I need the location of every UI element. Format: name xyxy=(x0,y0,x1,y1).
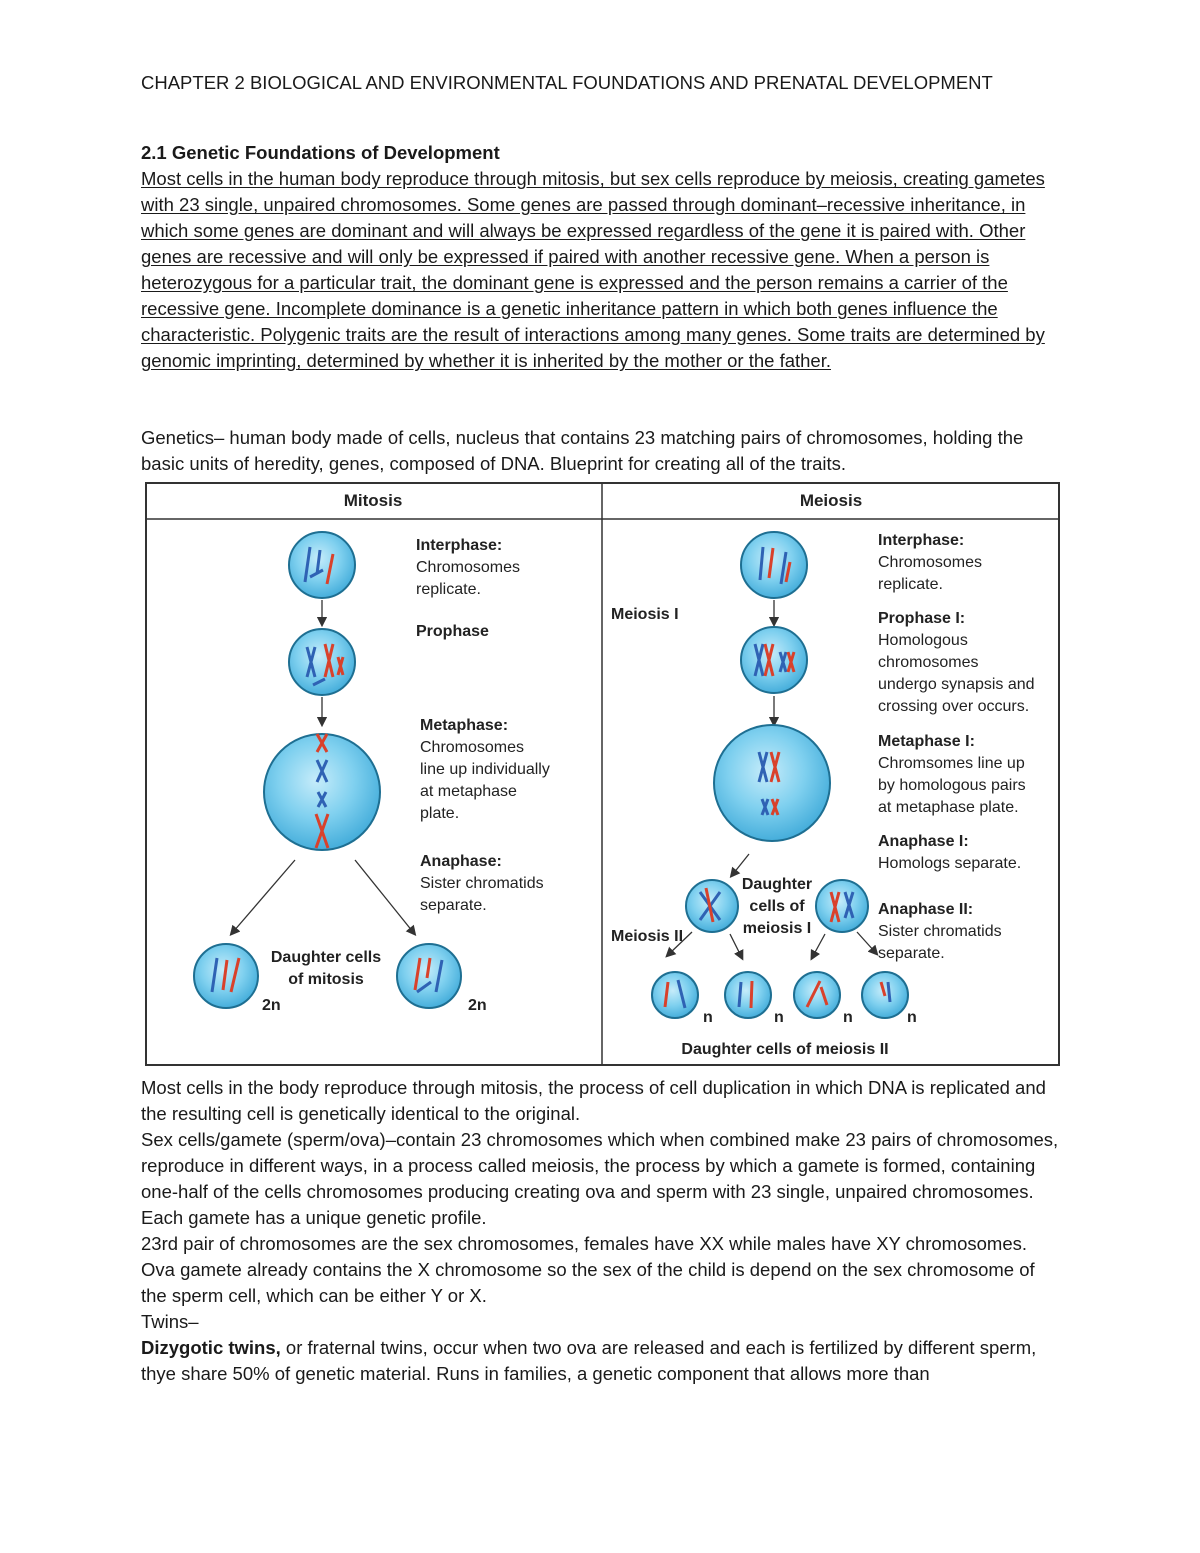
meiosis-ii-label: Meiosis II xyxy=(611,928,684,945)
mitosis-header: Mitosis xyxy=(343,491,403,510)
meiosis-anaphase2-l2: separate. xyxy=(878,945,945,962)
dizygotic-text: or fraternal twins, occur when two ova are released and each is fertilized by different sperm, thye share 50% of genetic material. Runs in families, a genetic component that allows more than xyxy=(141,1337,1037,1384)
mitosis-interphase-title: Interphase: xyxy=(416,537,503,554)
mitosis-daughter-cell-right xyxy=(397,944,461,1008)
mitosis-meiosis-figure xyxy=(145,482,1060,1066)
mitosis-daughter-l2: of mitosis xyxy=(288,971,364,988)
mitosis-metaphase-l4: plate. xyxy=(420,805,460,822)
meiosis-ii-daughter-3 xyxy=(794,972,840,1018)
mitosis-anaphase-title: Anaphase: xyxy=(420,853,502,870)
meiosis-anaphase1-l1: Homologs separate. xyxy=(878,855,1022,872)
mitosis-metaphase-l2: line up individually xyxy=(420,761,550,778)
mitosis-prophase-cell xyxy=(289,629,355,695)
meiosis-anaphase2-l1: Sister chromatids xyxy=(878,923,1002,940)
meiosis-ii-daughter-2 xyxy=(725,972,771,1018)
meiosis-n-label-1: n xyxy=(703,1009,713,1026)
mitosis-daughter-cell-left xyxy=(194,944,258,1008)
meiosis-prophase-title: Prophase I: xyxy=(878,610,966,627)
meiosis-prophase-l3: undergo synapsis and xyxy=(878,676,1035,693)
body-text xyxy=(141,1075,1061,1387)
dizygotic-term: Dizygotic twins, xyxy=(141,1337,281,1358)
mitosis-metaphase-l1: Chromosomes xyxy=(420,739,525,756)
meiosis-daughter1-l3: meiosis I xyxy=(742,920,812,937)
mitosis-anaphase-l2: separate. xyxy=(420,897,487,914)
meiosis-i-daughter-left xyxy=(686,880,738,932)
mitosis-ploidy-right: 2n xyxy=(468,997,487,1014)
chapter-title: CHAPTER 2 BIOLOGICAL AND ENVIRONMENTAL FOUNDATIONS AND PRENATAL DEVELOPMENT xyxy=(141,72,993,93)
section-summary: Most cells in the human body reproduce through mitosis, but sex cells reproduce by meiosis, creating gametes with 23 single, unpaired chromosomes. Some genes are passed through dominant–recessive inheritance, in which some genes are dominant and will always be expressed regardless of the gene it is paired with. Other genes are recessive and will only be expressed if paired with another recessive gene. When a person is heterozygous for a particular trait, the dominant gene is expressed and the person remains a carrier of the recessive gene. Incomplete dominance is a genetic inheritance pattern in which both genes influence the characteristic. Polygenic traits are the result of interactions among many genes. Some traits are determined by genomic imprinting, determined by whether it is inherited by the mother or the father. xyxy=(141,168,1045,371)
meiosis-interphase-l1: Chromosomes xyxy=(878,554,983,571)
meiosis-ii-daughter-1 xyxy=(652,972,698,1018)
mitosis-prophase: Prophase xyxy=(416,623,489,640)
mitosis-ploidy-left: 2n xyxy=(262,997,281,1014)
mitosis-interphase-cell xyxy=(289,532,355,598)
mitosis-interphase-l1: Chromosomes xyxy=(416,559,521,576)
meiosis-n-label-4: n xyxy=(907,1009,917,1026)
meiosis-daughter2-label: Daughter cells of meiosis II xyxy=(681,1041,889,1058)
mitosis-anaphase-l1: Sister chromatids xyxy=(420,875,544,892)
meiosis-n-label-2: n xyxy=(774,1009,784,1026)
meiosis-interphase-l2: replicate. xyxy=(878,576,943,593)
meiosis-interphase-cell xyxy=(741,532,807,598)
meiosis-interphase-title: Interphase: xyxy=(878,532,965,549)
meiosis-prophase-l2: chromosomes xyxy=(878,654,979,671)
mitosis-daughter-l1: Daughter cells xyxy=(270,949,382,966)
twins-label: Twins– xyxy=(141,1311,199,1332)
para-23rd-pair: 23rd pair of chromosomes are the sex chromosomes, females have XX while males have XY chromosomes. Ova gamete already contains the X chromosome so the sex of the child is depend on the sex chromosome of the sperm cell, which can be either Y or X. xyxy=(141,1233,1035,1306)
meiosis-i-label: Meiosis I xyxy=(611,606,679,623)
para-sex-cells: Sex cells/gamete (sperm/ova)–contain 23 chromosomes which when combined make 23 pairs of chromosomes, reproduce in different ways, in a process called meiosis, the process by which a gamete is formed, containing one-half of the cells chromosomes producing creating ova and sperm with 23 single, unpaired chromosomes. Each gamete has a unique genetic profile. xyxy=(141,1129,1059,1228)
meiosis-metaphase-title: Metaphase I: xyxy=(878,733,975,750)
meiosis-header: Meiosis xyxy=(799,491,863,510)
meiosis-n-label-3: n xyxy=(843,1009,853,1026)
meiosis-ii-daughter-4 xyxy=(862,972,908,1018)
mitosis-interphase-l2: replicate. xyxy=(416,581,481,598)
meiosis-daughter1-l1: Daughter xyxy=(741,876,813,893)
para-mitosis: Most cells in the body reproduce through mitosis, the process of cell duplication in which DNA is replicated and the resulting cell is genetically identical to the original. xyxy=(141,1077,1046,1124)
meiosis-prophase-cell xyxy=(741,627,807,693)
mitosis-metaphase-cell xyxy=(264,734,380,850)
figure-svg xyxy=(145,482,1060,1066)
meiosis-prophase-l1: Homologous xyxy=(878,632,968,649)
mitosis-metaphase-title: Metaphase: xyxy=(420,717,509,734)
meiosis-prophase-l4: crossing over occurs. xyxy=(878,698,1030,715)
meiosis-metaphase-l2: by homologous pairs xyxy=(878,777,1026,794)
meiosis-metaphase-l1: Chromsomes line up xyxy=(878,755,1025,772)
para-dizygotic xyxy=(141,1335,1061,1387)
genetics-intro-text: Genetics– human body made of cells, nucleus that contains 23 matching pairs of chromosomes, holding the basic units of heredity, genes, composed of DNA. Blueprint for creating all of the traits. xyxy=(141,427,1024,474)
section-heading: 2.1 Genetic Foundations of Development xyxy=(141,142,500,163)
meiosis-daughter1-l2: cells of xyxy=(749,898,805,915)
meiosis-anaphase1-title: Anaphase I: xyxy=(878,833,969,850)
meiosis-anaphase2-title: Anaphase II: xyxy=(878,901,974,918)
mitosis-metaphase-l3: at metaphase xyxy=(420,783,517,800)
genetics-intro xyxy=(141,425,1061,477)
meiosis-metaphase-cell xyxy=(714,725,830,841)
meiosis-metaphase-l3: at metaphase plate. xyxy=(878,799,1019,816)
meiosis-i-daughter-right xyxy=(816,880,868,932)
